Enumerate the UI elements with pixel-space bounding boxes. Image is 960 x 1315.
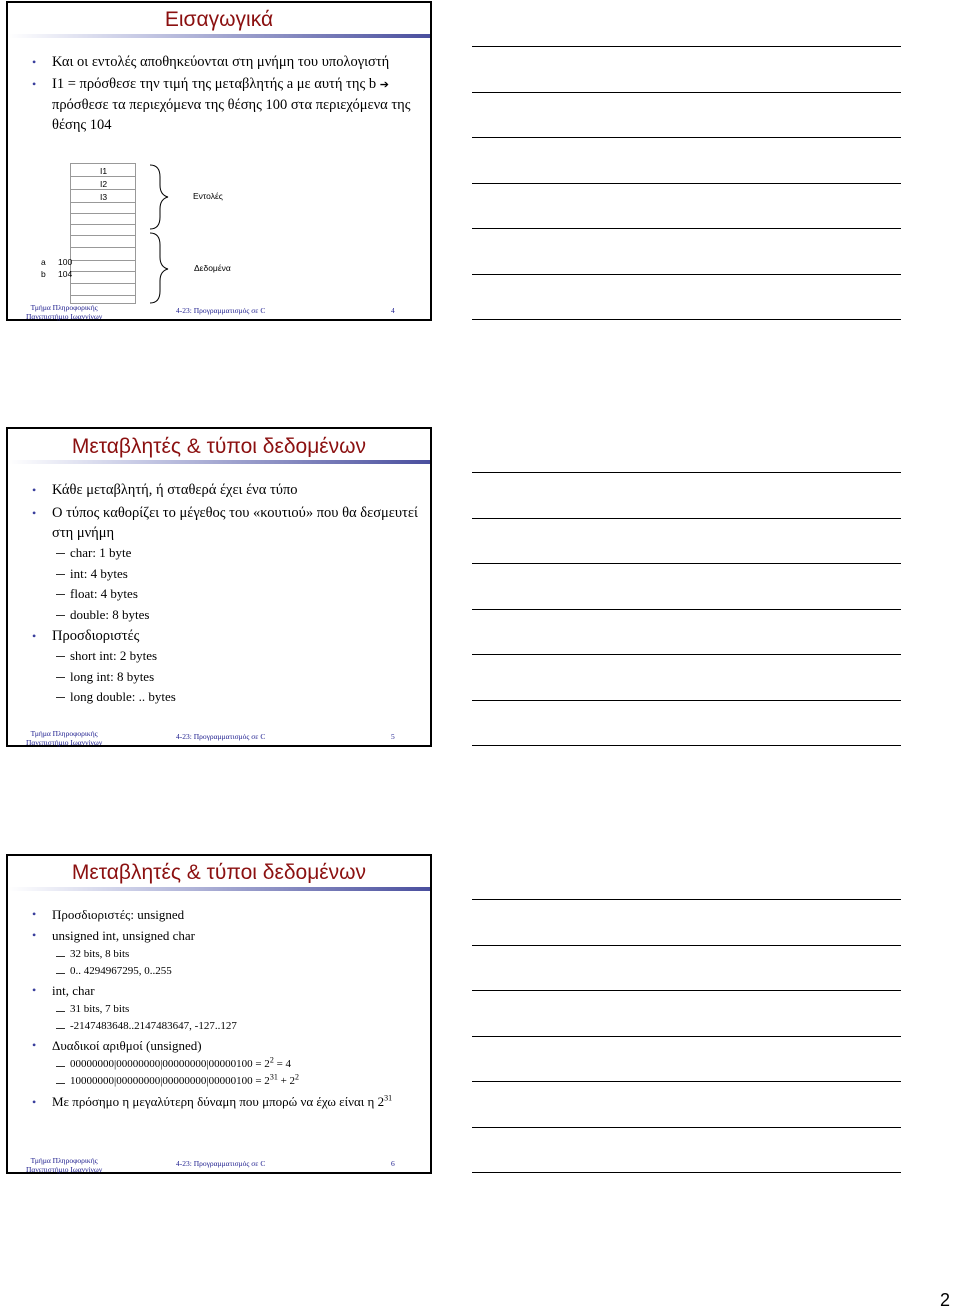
slide-number: 4 — [391, 306, 395, 315]
slide-3 — [6, 854, 432, 1174]
bullet: • Με πρόσημο η μεγαλύτερη δύναμη που μπορώ να έχω είναι η $2^{31}$ — [26, 1092, 420, 1112]
sub-bullet: 0.. 4294967295, 0..255 — [26, 963, 420, 980]
footer-course: 4-23: Προγραμματισμός σε C — [176, 306, 266, 315]
slide-number: 6 — [391, 1159, 395, 1168]
sub-bullet: int: 4 bytes — [26, 564, 420, 585]
footer-course: 4-23: Προγραμματισμός σε C — [176, 1159, 266, 1168]
slide-title: Μεταβλητές & τύποι δεδομένων — [71, 861, 367, 884]
sub-bullet: 31 bits, 7 bits — [26, 1001, 420, 1018]
bullet: • Προσδιοριστές — [26, 626, 420, 646]
title-bar — [8, 887, 430, 891]
notes-area-2 — [472, 426, 901, 756]
bullet — [26, 74, 420, 135]
bullet-text: πρόσθεσε τα περιεχόμενα της θέσης 100 στα περιεχόμενα της θέσης 104 — [52, 97, 411, 133]
notes-area-1 — [472, 0, 901, 330]
notes-area-3 — [472, 853, 901, 1183]
instruction-i1: I1 — [100, 166, 108, 176]
sub-bullet: 32 bits, 8 bits — [26, 946, 420, 963]
slide-2 — [6, 427, 432, 747]
bullet: • unsigned int, unsigned char — [26, 925, 420, 946]
footer-department: Τμήμα Πληροφορικής Πανεπιστήμιο Ιωαννίνων — [26, 1156, 103, 1174]
sub-bullet: double: 8 bytes — [26, 605, 420, 626]
sub-bullet: long double: .. bytes — [26, 687, 420, 708]
arrow-icon: ➔ — [379, 79, 389, 91]
slide-1 — [6, 1, 432, 321]
var-a-label: a — [41, 257, 46, 267]
bullet: • Προσδιοριστές: unsigned — [26, 904, 420, 925]
title-bar — [8, 460, 430, 464]
addr-a: 100 — [58, 257, 73, 267]
sub-bullet: float: 4 bytes — [26, 584, 420, 605]
page-number: 2 — [939, 1290, 950, 1310]
brace-icon — [146, 163, 176, 313]
bullet: • Δυαδικοί αριθμοί (unsigned) — [26, 1035, 420, 1056]
var-b-label: b — [41, 269, 46, 279]
sub-bullet: char: 1 byte — [26, 543, 420, 564]
instructions-label: Εντολές — [193, 191, 223, 201]
sub-bullet: -2147483648..2147483647, -127..127 — [26, 1018, 420, 1035]
instruction-i3: I3 — [100, 192, 108, 202]
footer-course: 4-23: Προγραμματισμός σε C — [176, 732, 266, 741]
slide-number: 5 — [391, 732, 395, 741]
bullet: • Κάθε μεταβλητή, ή σταθερά έχει ένα τύπο — [26, 480, 420, 500]
instruction-i2: I2 — [100, 179, 108, 189]
bullet: • Και οι εντολές αποθηκεύονται στη μνήμη του υπολογιστή — [26, 52, 420, 72]
title-bar — [8, 34, 430, 38]
sub-bullet: short int: 2 bytes — [26, 646, 420, 667]
sub-bullet: $00000000|00000000|00000000|00000100 = 2^2 = 4$ — [26, 1056, 420, 1073]
bullet: • Ο τύπος καθορίζει το μέγεθος του «κουτιού» που θα δεσμευτεί στη μνήμη — [26, 503, 420, 543]
sub-bullet: $10000000|00000000|00000000|00000100 = 2^{31} + 2^2$ — [26, 1073, 420, 1090]
slide-title: Εισαγωγικά — [164, 8, 274, 31]
data-label: Δεδομένα — [194, 263, 231, 273]
bullet: • int, char — [26, 980, 420, 1001]
bullet-text: I1 = πρόσθεσε την τιμή της μεταβλητής a με αυτή της b — [52, 76, 377, 92]
memory-diagram — [41, 163, 420, 313]
footer-department: Τμήμα Πληροφορικής Πανεπιστήμιο Ιωαννίνων — [26, 729, 103, 747]
slide-title: Μεταβλητές & τύποι δεδομένων — [71, 435, 367, 458]
sub-bullet: long int: 8 bytes — [26, 667, 420, 688]
footer-department: Τμήμα Πληροφορικής Πανεπιστήμιο Ιωαννίνων — [26, 303, 103, 321]
addr-b: 104 — [58, 269, 73, 279]
